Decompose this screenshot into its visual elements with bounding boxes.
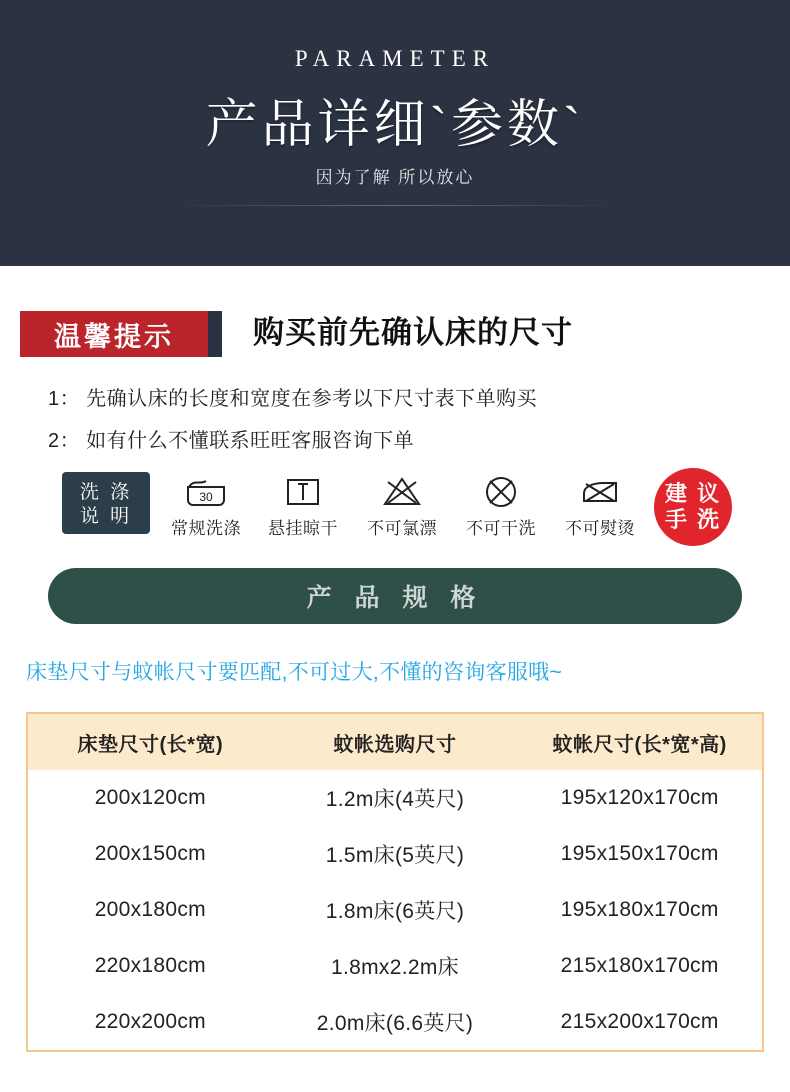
- spec-table-wrapper: [26, 712, 764, 1052]
- hero-chinese-title: 产品详细`参数`: [205, 97, 585, 154]
- table-row: [28, 994, 762, 1050]
- cell-mattress-size: 220x180cm: [94, 954, 206, 977]
- table-header-net-option: 蚊帐选购尺寸: [273, 714, 518, 770]
- table-row: [28, 938, 762, 994]
- cell-net-size: 215x200x170cm: [560, 1010, 719, 1033]
- hero-divider: [170, 205, 620, 206]
- care-caption-no-dryclean: 不可干洗: [466, 519, 536, 538]
- hero-banner: [0, 0, 790, 266]
- care-caption-normal-wash: 常规洗涤: [171, 519, 241, 538]
- hand-wash-recommend-badge: [654, 468, 732, 546]
- care-caption-no-iron: 不可熨烫: [565, 519, 635, 538]
- care-label-line-2: 说 明: [79, 505, 133, 527]
- hand-wash-line-1: 建 议: [664, 481, 722, 506]
- spec-section-banner: 产 品 规 格: [48, 568, 742, 624]
- table-header-row: [28, 714, 762, 770]
- hand-wash-line-2: 手 洗: [664, 507, 722, 532]
- hero-english-title: PARAMETER: [294, 46, 496, 71]
- cell-net-option: 2.0m床(6.6英尺): [316, 1012, 474, 1035]
- care-instructions: [0, 472, 790, 544]
- wash-tub-30-icon: [156, 474, 256, 510]
- cell-mattress-size: 200x120cm: [94, 786, 206, 809]
- cell-net-size: 215x180x170cm: [560, 954, 719, 977]
- care-item-no-bleach: [352, 474, 452, 539]
- hero-subtitle: 因为了解 所以放心: [315, 168, 475, 187]
- cell-net-option: 1.8mx2.2m床: [331, 956, 459, 979]
- no-dryclean-icon: [451, 474, 551, 510]
- care-caption-hang-dry: 悬挂晾干: [268, 519, 338, 538]
- care-item-hang-dry: [253, 474, 353, 539]
- tips-line-1: 1： 先确认床的长度和宽度在参考以下尺寸表下单购买: [48, 388, 538, 410]
- cell-net-option: 1.2m床(4英尺): [325, 788, 465, 811]
- table-header-net-size: 蚊帐尺寸(长*宽*高): [517, 714, 762, 770]
- cell-net-size: 195x120x170cm: [560, 786, 719, 809]
- cell-net-option: 1.5m床(5英尺): [325, 844, 465, 867]
- care-caption-no-bleach: 不可氯漂: [367, 519, 437, 538]
- cell-net-size: 195x150x170cm: [560, 842, 719, 865]
- spec-table: [28, 714, 762, 1050]
- warm-tips-badge: 温馨提示: [20, 311, 208, 357]
- cell-mattress-size: 200x180cm: [94, 898, 206, 921]
- cell-mattress-size: 220x200cm: [94, 1010, 206, 1033]
- tips-title: 购买前先确认床的尺寸: [253, 315, 573, 350]
- hang-dry-icon: [253, 474, 353, 510]
- size-match-note: 床垫尺寸与蚊帐尺寸要匹配,不可过大,不懂的咨询客服哦~: [26, 661, 563, 684]
- care-item-normal-wash: [156, 474, 256, 539]
- cell-net-option: 1.8m床(6英尺): [325, 900, 465, 923]
- table-row: [28, 882, 762, 938]
- tips-line-2: 2： 如有什么不懂联系旺旺客服咨询下单: [48, 430, 415, 452]
- care-item-no-iron: [550, 474, 650, 539]
- svg-text:30: 30: [199, 490, 213, 504]
- cell-mattress-size: 200x150cm: [94, 842, 206, 865]
- no-bleach-icon: [352, 474, 452, 510]
- cell-net-size: 195x180x170cm: [560, 898, 719, 921]
- tips-header: [0, 303, 790, 359]
- table-header-mattress-size: 床垫尺寸(长*宽): [28, 714, 273, 770]
- table-row: [28, 826, 762, 882]
- care-item-no-dryclean: [451, 474, 551, 539]
- no-iron-icon: [550, 474, 650, 510]
- care-label-line-1: 洗 涤: [79, 481, 133, 503]
- care-label-block: [62, 472, 150, 534]
- table-row: [28, 770, 762, 826]
